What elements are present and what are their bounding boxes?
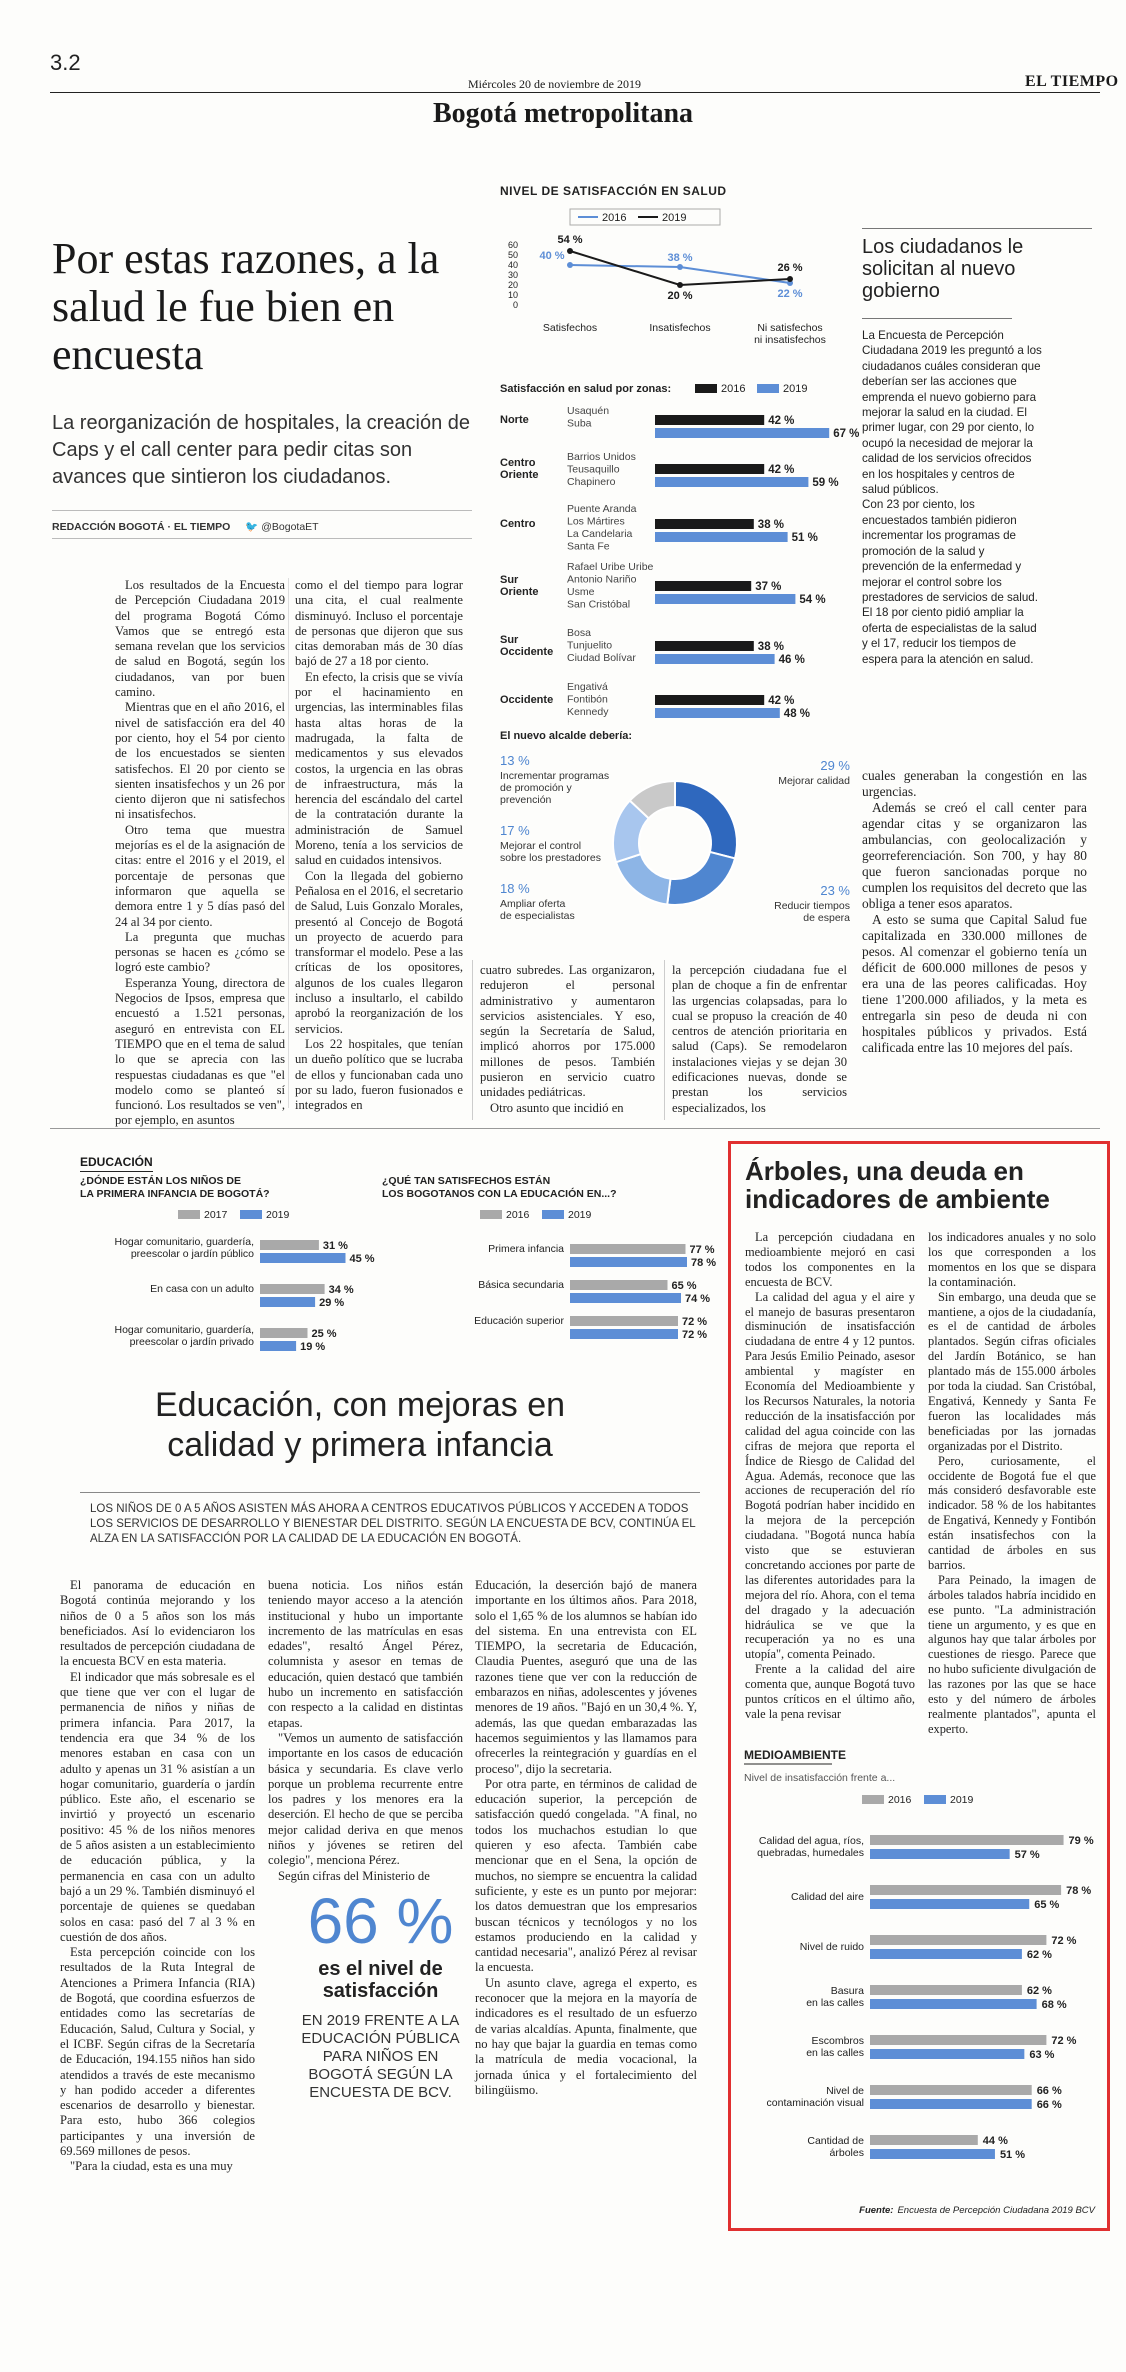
- bar-2019: [870, 2049, 1024, 2059]
- bar-2019: [260, 1297, 315, 1307]
- zone-localidad: Rafael Uribe Uribe: [567, 561, 654, 573]
- bar-2019: [870, 1999, 1037, 2009]
- slice-label: de espera: [803, 912, 850, 924]
- line-chart-axis: [508, 240, 518, 310]
- zones-chart-rows: [500, 405, 859, 720]
- category-label: preescolar o jardín privado: [129, 1336, 254, 1348]
- legend-swatch-2019: [757, 384, 779, 393]
- zone-localidad: Antonio Nariño: [567, 573, 637, 586]
- bar-value-label: 66 %: [1036, 2085, 1062, 2097]
- zone-localidad: Teusaquillo: [567, 463, 620, 476]
- zone-name: Norte: [500, 414, 529, 426]
- bar-2016: [870, 2135, 978, 2145]
- category-label: en las calles: [806, 1997, 864, 2009]
- paragraph: Un asunto clave, agrega el experto, es reconocer que la mejora en la mayoría de indicadores es el resultado de un esfuerzo de varias alcaldías. Apunta, finalmente, que no hay que bajar la guardia en temas como la matrícula de media vocacional, la jornada única y el fortalecimiento del bilingüismo.: [475, 1975, 697, 2097]
- bar-2016: [570, 1280, 668, 1290]
- children-chart-rows: [115, 1236, 375, 1353]
- zone-localidad: San Cristóbal: [567, 598, 631, 611]
- paragraph: Para Peinado, la imagen de árboles talados habría incidido en ese punto. "La administración tiene un argumento, y es que en algunos hay que talar árboles por cuestiones de riesgo. Parece que no hubo suficiente divulgación de las razones por las que se hace esto y del número de árboles realmente plantados", apunta el experto.: [928, 1572, 1096, 1736]
- health-column-4: [672, 963, 847, 1113]
- bar-2016: [870, 1835, 1064, 1845]
- edu-chart-rows: [474, 1243, 716, 1341]
- bar-2019: [260, 1341, 296, 1351]
- category-label: preescolar o jardín público: [130, 1248, 254, 1260]
- health-dek-text: La reorganización de hospitales, la creación de Caps y el call center para pedir citas son avances que sintieron los ciudadanos.: [52, 412, 471, 488]
- bar-value-label: 68 %: [1041, 1999, 1067, 2011]
- slice-label: sobre los prestadores: [500, 852, 601, 864]
- byline-rule-top: [52, 510, 472, 511]
- data-label: 20 %: [667, 290, 693, 302]
- category-label: Nivel de ruido: [799, 1941, 864, 1953]
- donut-chart-title: El nuevo alcalde debería:: [500, 730, 633, 742]
- category-label: árboles: [829, 2147, 864, 2159]
- bar-value-label: 34 %: [328, 1284, 354, 1296]
- column-rule-c: [288, 578, 289, 1108]
- bar-label-2019: 51 %: [791, 532, 818, 544]
- health-column-1: [115, 578, 285, 1128]
- bar-label-2016: 42 %: [768, 695, 795, 707]
- paragraph: Además se creó el call center para agendar citas y se organizaron las ambulancias, con geolocalización y georreferenciación. Son 700, y hay 80 que fueron sancionadas porque no cumplen los requisitos del decreto que las obliga a tener esos aparatos.: [862, 800, 1087, 911]
- zone-localidad: Chapinero: [567, 476, 616, 488]
- paragraph: los indicadores anuales y no solo los que corresponden a los momentos en los que se dispara la contaminación.: [928, 1230, 1096, 1289]
- environment-bar-chart: [742, 1745, 1097, 2220]
- donut-slices: [613, 781, 737, 905]
- education-callout: [298, 1885, 463, 2178]
- bar-label-2016: 38 %: [757, 519, 785, 531]
- zones-chart-title: Satisfacción en salud por zonas:: [500, 383, 672, 395]
- env-chart-source: [859, 2205, 1097, 2216]
- category-label: Basura: [830, 1985, 864, 1997]
- category-label: Hogar comunitario, guardería,: [114, 1236, 254, 1248]
- donut-slice: [667, 852, 735, 905]
- slice-label: Incrementar programas: [500, 770, 610, 782]
- legend-swatch-2016: [695, 384, 717, 393]
- paragraph: "Vemos un aumento de satisfacción importante en los casos de educación básica y secundaria. Es clave verlo porque un problema recurrente entre los padres y los menores era la deserción. El hecho de que se perciba mejor calidad deriva en que menos niños y jóvenes se retiren del colegio", menciona Pérez.: [268, 1730, 463, 1868]
- bar-label-2019: 48 %: [783, 708, 811, 720]
- paragraph: como el del tiempo para lograr una cita, el cual realmente disminuyó. Incluso el porcentaje de personas que dijeron que sus citas demoraban más de 30 días bajó de 27 a 18 por ciento.: [295, 578, 463, 669]
- paragraph: Educación, la deserción bajó de manera importante en los últimos años. Para 2018, solo el 1,65 % de los alumnos se habían ido del sistema. En una entrevista con EL TIEMPO, la secretaria de Educación, Claudia Puentes, aseguró que una de las razones tiene que ver con la reducción de embarazos en niñas, adolescentes y jóvenes menores de 19 años. "Bajó en un 30,4 %. Y, además, las que quedan embarazadas las hacemos seguimientos y las llamamos para ofrecerles la reintegración y guardías en el proceso", dijo la secretaria.: [475, 1578, 697, 1776]
- callout-label: es el nivel de satisfacción: [318, 1958, 443, 2002]
- section-divider: [50, 1128, 1100, 1129]
- byline-rule-bottom: [52, 538, 472, 539]
- paragraph: Otro asunto que incidió en: [490, 1100, 624, 1115]
- education-kicker: EDUCACIÓN: [80, 1155, 153, 1172]
- legend-label: 2019: [266, 1209, 290, 1221]
- bar-2019: [260, 1253, 346, 1263]
- paragraph: Los resultados de la Encuesta de Percepción Ciudadana 2019 del programa Bogotá Cómo Vamos que se entregó esta semana revelan que los servicios de salud en Bogotá, según los ciudadanos, van por buen camino.: [115, 578, 285, 700]
- bar-value-label: 77 %: [689, 1244, 715, 1256]
- children-chart-title-2: LA PRIMERA INFANCIA DE BOGOTÁ?: [80, 1188, 270, 1200]
- environment-column-2: [928, 1230, 1096, 1735]
- paragraph: El panorama de educación en Bogotá continúa mejorando y los niños de 0 a 5 años son los más beneficiados. Así lo evidenciaron los resultados de percepción ciudadana de la encuesta BCV en esta materia.: [60, 1578, 255, 1669]
- category-label: contaminación visual: [766, 2097, 864, 2109]
- edu-chart-title-1: ¿QUÉ TAN SATISFECHOS ESTÁN: [382, 1175, 551, 1187]
- zone-localidad: Tunjuelito: [567, 639, 613, 652]
- bar-label-2016: 42 %: [768, 415, 795, 427]
- bar-value-label: 78 %: [691, 1257, 717, 1269]
- paragraph: Esperanza Young, directora de Negocios de Ipsos, empresa que encuestó a 1.521 personas, aseguró en entrevista con EL TIEMPO que en el tema de salud lo que se aprecia con las respuestas ciudadanas es que "el modelo como se planteó sí funcionó. Los resultados se ven", por ejemplo, en asuntos: [115, 975, 285, 1128]
- bar-2019: [655, 708, 780, 718]
- legend-label: 2017: [204, 1209, 228, 1221]
- paragraph: La percepción ciudadana en medioambiente mejoró en casi todos los componentes en la encuesta de BCV.: [745, 1230, 915, 1289]
- issue-date: [468, 77, 641, 92]
- bar-2019: [655, 594, 795, 604]
- legend-swatch-2016: [480, 1210, 502, 1219]
- bar-2016: [570, 1244, 686, 1254]
- slice-percent: 17 %: [500, 823, 530, 838]
- bar-2017: [260, 1284, 325, 1294]
- zone-localidad: Usme: [567, 586, 595, 598]
- children-bar-chart: [78, 1172, 378, 1372]
- children-chart-title-1: ¿DÓNDE ESTÁN LOS NIÑOS DE: [80, 1175, 242, 1187]
- data-point: [787, 276, 793, 282]
- bar-2019: [655, 477, 808, 487]
- data-label: 40 %: [539, 250, 565, 262]
- education-column-3: [475, 1578, 697, 2178]
- zone-name: Sur: [500, 574, 519, 586]
- bar-value-label: 62 %: [1026, 1985, 1052, 1997]
- data-label: 26 %: [777, 262, 803, 274]
- bar-2017: [260, 1328, 308, 1338]
- data-point: [567, 248, 573, 254]
- paragraph: cuales generaban la congestión en las urgencias.: [862, 768, 1087, 799]
- env-chart-rows: [757, 1835, 1094, 2161]
- health-sidebar: [862, 228, 1092, 748]
- category-label: en las calles: [806, 2047, 864, 2059]
- category-label: Escombros: [811, 2035, 864, 2047]
- sidebar-body: [862, 328, 1042, 667]
- health-column-2: [295, 578, 463, 1113]
- x-tick-label: Ni satisfechos: [757, 322, 823, 334]
- zones-chart-legend: [695, 383, 807, 395]
- donut-slice: [675, 781, 737, 858]
- y-tick-label: 30: [507, 270, 518, 280]
- sidebar-paragraph: Con 23 por ciento, los encuestados también pidieron incrementar los programas de promoción de la salud y prevención de la enfermedad y mejorar el control sobre los prestadores de servicios de salud. El 18 por ciento pidió ampliar la oferta de especialistas de la salud y el 17, reducir los tiempos de espera para la atención en salud.: [862, 498, 1038, 666]
- bar-2019: [870, 1849, 1010, 1859]
- bar-2016: [870, 1985, 1022, 1995]
- paragraph: Frente a la calidad del aire comenta que, aunque Bogotá tuvo puntos críticos en el último año, vale la pena revisar: [745, 1662, 915, 1721]
- bar-2016: [870, 2085, 1032, 2095]
- bar-value-label: 74 %: [685, 1293, 711, 1305]
- donut-slice: [616, 854, 670, 904]
- env-chart-title: MEDIOAMBIENTE: [744, 1748, 846, 1762]
- mayor-donut-chart: [495, 725, 855, 950]
- legend-swatch-2019: [240, 1210, 262, 1219]
- education-dek-rule: [80, 1492, 700, 1493]
- bar-value-label: 44 %: [982, 2135, 1008, 2147]
- bar-value-label: 63 %: [1029, 2049, 1055, 2061]
- bar-2019: [570, 1257, 687, 1267]
- bar-2016: [870, 1935, 1046, 1945]
- zone-name: Centro: [500, 457, 536, 469]
- education-column-1: [60, 1578, 255, 2178]
- category-label: En casa con un adulto: [150, 1283, 254, 1295]
- zone-localidad: Barrios Unidos: [567, 451, 636, 463]
- callout-text: EN 2019 FRENTE A LA EDUCACIÓN PÚBLICA PARA NIÑOS EN BOGOTÁ SEGÚN LA ENCUESTA DE BCV.: [301, 2012, 460, 2101]
- paragraph: Esta percepción coincide con los resultados de la Ruta Integral de Atenciones a Primera Infancia (RIA) de Bogotá, que coordina esfuerzos de entidades como las secretarías de Educación, Salud, Cultura y Social, y el ICBF. Según cifras de la Secretaría de Educación, 194.155 niños han sido atendidos a través de este mecanismo y han podido acceder a diferentes escenarios de desarrollo y bienestar. Para esto, hubo 366 colegios participantes y una inversión de 69.569 millones de pesos.: [60, 1945, 255, 2158]
- category-label: Nivel de: [826, 2085, 864, 2097]
- children-chart-legend: [178, 1209, 290, 1221]
- page-number: 3.2: [50, 50, 81, 75]
- section-title: Bogotá metropolitana: [432, 98, 694, 129]
- legend-label: 2016: [506, 1209, 530, 1221]
- bar-2019: [870, 2149, 995, 2159]
- bar-value-label: 72 %: [1051, 2035, 1077, 2047]
- category-label: Primera infancia: [488, 1243, 564, 1255]
- education-headline: Educación, con mejoras en calidad y primera infancia: [154, 1386, 566, 1464]
- environment-headline: Árboles, una deuda en indicadores de ambiente: [745, 1156, 1050, 1214]
- data-label: 54 %: [557, 234, 583, 246]
- bar-2016: [655, 641, 754, 651]
- health-column-3: [480, 963, 655, 1113]
- bar-2016: [570, 1316, 678, 1326]
- source-label: Fuente:: [859, 2205, 894, 2216]
- zone-localidad: La Candelaria: [567, 528, 633, 540]
- paragraph: "Para la ciudad, esta es una muy: [70, 2159, 233, 2174]
- bar-2019: [655, 654, 775, 664]
- paragraph: Con la llegada del gobierno Peñalosa en el 2016, el secretario de Salud, Luis Gonzalo Morales, presentó al Concejo de Bogotá un proyecto de acuerdo para transformar el modelo. Pese a las críticas de los opositores, algunos de los cuales llegaron incluso a insultarlo, el cabildo aprobó la reorganización de los servicios.: [295, 868, 463, 1036]
- education-dek: LOS NIÑOS DE 0 A 5 AÑOS ASISTEN MÁS AHORA A CENTROS EDUCATIVOS PÚBLICOS Y ACCEDEN A TODOS LOS SERVICIOS DE DESARROLLO Y BIENESTAR DEL DISTRITO. SEGÚN LA ENCUESTA DE BCV, CONTINÚA EL ALZA EN LA SATISFACCIÓN POR LA CALIDAD DE LA EDUCACIÓN EN BOGOTÁ.: [90, 1503, 696, 1545]
- bar-2019: [870, 2099, 1032, 2109]
- slice-label: prevención: [500, 794, 552, 806]
- zone-name: Sur: [500, 634, 519, 646]
- zone-name: Occidente: [500, 694, 554, 706]
- bar-label-2019: 46 %: [778, 654, 805, 666]
- y-tick-label: 20: [507, 280, 518, 290]
- zone-localidad: Ciudad Bolívar: [567, 652, 636, 664]
- line-chart-plot: [539, 234, 825, 346]
- environment-column-1: [745, 1230, 915, 1735]
- paragraph: Los 22 hospitales, que tenían un dueño político que se lucraba de ellos y funcionaban cada uno por su lado, fueron fusionados e integrados en: [295, 1036, 463, 1113]
- zone-localidad: Suba: [567, 417, 592, 430]
- paragraph: En efecto, la crisis que se vivía por el hacinamiento en urgencias, las interminables filas hasta altas horas de la madrugada, la falta de medicamentos y sus elevados costos, la urgencia en las obras de infraestructura, más la herencia del escándalo del cartel de la contratación durante la administración de Samuel Moreno, tenía a los servicios de salud en cuidados intensivos.: [295, 669, 463, 868]
- issue-date-text: Miércoles 20 de noviembre de 2019: [468, 77, 641, 91]
- bar-2016: [655, 519, 754, 529]
- y-tick-label: 50: [507, 250, 518, 260]
- category-label: Calidad del aire: [791, 1891, 864, 1903]
- bar-value-label: 72 %: [1051, 1935, 1077, 1947]
- paragraph: Pero, curiosamente, el occidente de Bogotá fue el que más consideró desfavorable este indicador. 58 % de los habitantes de Engativá, Kennedy y Fontibón están insatisfechos con la cantidad de árboles en sus barrios.: [928, 1453, 1096, 1572]
- education-column-2: [268, 1578, 463, 1883]
- y-tick-label: 40: [507, 260, 518, 270]
- bar-2016: [870, 1885, 1061, 1895]
- zone-name: Centro: [500, 518, 536, 530]
- category-label: Básica secundaria: [478, 1279, 564, 1291]
- data-label: 38 %: [667, 252, 693, 264]
- bar-value-label: 31 %: [322, 1240, 348, 1252]
- bar-label-2019: 54 %: [799, 594, 826, 606]
- bar-2016: [655, 464, 764, 474]
- paragraph: A esto se suma que Capital Salud fue capitalizada en 330.000 millones de pesos. Al comenzar el gobierno tenía un déficit de 600.000 millones de pesos y era una de las peores calificadas. Hoy tiene 1'200.000 afiliados, y la meta es entregarla sin peso de deuda ni con hospitales públicos y privados. Está calificada entre las 10 mejores del país.: [862, 912, 1087, 1055]
- bar-label-2016: 42 %: [768, 464, 795, 476]
- category-label: Hogar comunitario, guardería,: [114, 1324, 254, 1336]
- bar-value-label: 65 %: [1034, 1899, 1060, 1911]
- zone-localidad: Kennedy: [567, 706, 609, 718]
- legend-label-2016: 2016: [602, 212, 627, 224]
- zone-localidad: Fontibón: [567, 693, 608, 706]
- x-tick-label: Satisfechos: [542, 322, 598, 334]
- zone-localidad: Puente Aranda: [567, 503, 637, 515]
- edu-chart-title-2: LOS BOGOTANOS CON LA EDUCACIÓN EN...?: [382, 1188, 617, 1200]
- health-headline: Por estas razones, a la salud le fue bien en encuesta: [52, 234, 440, 379]
- zone-name: Occidente: [500, 646, 554, 658]
- zone-name: Oriente: [500, 586, 539, 598]
- slice-label: Reducir tiempos: [774, 900, 850, 912]
- source-text: Encuesta de Percepción Ciudadana 2019 BCV: [897, 2205, 1095, 2216]
- edu-chart-legend: [480, 1209, 592, 1221]
- paragraph: La pregunta que muchas personas se hacen es ¿cómo se logró este cambio?: [115, 929, 285, 975]
- zone-localidad: Usaquén: [567, 405, 610, 417]
- category-label: Educación superior: [474, 1315, 564, 1327]
- slice-percent: 13 %: [500, 753, 530, 768]
- paragraph: La calidad del agua y el aire y el manejo de basuras presentaron disminución de insatisfacción ciudadana de entre 4 y 12 puntos. Para Jesús Emilio Peinado, asesor ambiental y magíster en Economía del Medioambiente y los Recursos Naturales, la notoria reducción de la insatisfacción por calidad del agua coincide con las cifras de mejora que reporta el Índice de Riesgo de Calidad del Agua. Además, reconoce que las acciones de recuperación del río Bogotá podrían haber incidido en la mejora de la percepción ciudadana. "Bogotá nunca había visto que se estuvieran concretando acciones por parte de las diferentes autoridades para la mejora del río. Ahora, con el tema del dragado y la adecuación hidráulica se ve que la recuperación ya no es una utopía", comenta Peinado.: [745, 1289, 915, 1662]
- bar-value-label: 25 %: [311, 1328, 337, 1340]
- slice-label: Mejorar calidad: [778, 775, 850, 787]
- bar-2019: [570, 1329, 678, 1339]
- slice-percent: 18 %: [500, 881, 530, 896]
- bar-2016: [655, 415, 764, 425]
- line-chart-title: NIVEL DE SATISFACCIÓN EN SALUD: [500, 184, 727, 198]
- sidebar-title: Los ciudadanos le solicitan al nuevo gobierno: [862, 236, 1024, 302]
- bar-label-2019: 67 %: [833, 428, 860, 440]
- slice-percent: 23 %: [820, 883, 850, 898]
- bar-value-label: 79 %: [1068, 1835, 1094, 1847]
- zone-name: Oriente: [500, 469, 539, 481]
- bar-value-label: 19 %: [300, 1341, 326, 1353]
- byline-twitter: @BogotaET: [261, 521, 319, 533]
- column-rule-a: [472, 960, 473, 1120]
- y-tick-label: 0: [512, 300, 518, 310]
- bar-2019: [655, 532, 788, 542]
- legend-swatch-2017: [178, 1210, 200, 1219]
- satisfaction-line-chart: [490, 183, 850, 383]
- bar-value-label: 72 %: [682, 1329, 708, 1341]
- bar-2016: [655, 581, 751, 591]
- legend-label: 2019: [568, 1209, 592, 1221]
- data-point: [567, 262, 573, 268]
- health-dek: [52, 410, 472, 491]
- bar-value-label: 72 %: [682, 1316, 708, 1328]
- bar-value-label: 78 %: [1066, 1885, 1092, 1897]
- legend-label-2019: 2019: [783, 383, 808, 395]
- bar-value-label: 57 %: [1014, 1849, 1040, 1861]
- twitter-icon: 🐦: [245, 521, 259, 533]
- legend-label-2019: 2019: [662, 212, 687, 224]
- bar-value-label: 66 %: [1036, 2099, 1062, 2111]
- paragraph: Otro tema que muestra mejorías es el de la asignación de citas: entre el 2016 y el 2019, el porcentaje de personas que informaron que aquella se demora entre 1 y 5 días pasó del 24 al 34 por ciento.: [115, 822, 285, 929]
- x-tick-label: ni insatisfechos: [754, 334, 826, 346]
- zone-localidad: Los Mártires: [567, 515, 625, 528]
- slice-label: de especialistas: [500, 910, 575, 922]
- bar-2019: [570, 1293, 681, 1303]
- sidebar-paragraph: La Encuesta de Percepción Ciudadana 2019 les preguntó a los ciudadanos cuáles consideran que deberían ser las acciones que emprenda el nuevo gobierno para mejorar la salud en la ciudad. El primer lugar, con 29 por ciento, lo ocupó la necesidad de mejorar la calidad de los servicios ofrecidos en los hospitales y centros de salud públicos.: [862, 329, 1042, 497]
- legend-label-2016: 2016: [721, 383, 746, 395]
- legend-swatch-2019: [542, 1210, 564, 1219]
- paragraph: Según cifras del Ministerio de: [278, 1868, 430, 1883]
- bar-label-2016: 38 %: [757, 641, 785, 653]
- zones-bar-chart: [495, 378, 860, 728]
- slice-percent: 29 %: [820, 758, 850, 773]
- bar-value-label: 29 %: [319, 1297, 345, 1309]
- data-label: 22 %: [777, 288, 803, 300]
- x-tick-label: Insatisfechos: [649, 322, 711, 334]
- bar-label-2016: 37 %: [755, 581, 782, 593]
- bar-value-label: 51 %: [999, 2149, 1026, 2161]
- paragraph: la percepción ciudadana fue el plan de choque a fin de enfrentar las urgencias colapsadas, para lo cual se propuso la creación de 40 centros de atención prioritaria en salud (Caps). Se remodelaron instalaciones viejas y se dejan 30 edificaciones nuevas, donde se prestan los servicios especializados, los: [672, 963, 847, 1115]
- legend-swatch-2019: [924, 1795, 946, 1804]
- zone-localidad: Engativá: [567, 681, 608, 693]
- slice-label: Mejorar el control: [500, 840, 582, 852]
- legend-label: 2016: [888, 1794, 912, 1806]
- zone-localidad: Santa Fe: [567, 540, 610, 553]
- column-rule-b: [664, 960, 665, 1120]
- data-point: [677, 282, 683, 288]
- category-label: quebradas, humedales: [757, 1847, 864, 1859]
- paragraph: cuatro subredes. Las organizaron, redujeron el personal administrativo y aumentaron servicios asistenciales. Y eso, según la Secretaría de Salud, implicó ahorros por 175.000 millones de pesos. También pusieron en servicio cuatro unidades pediátricas.: [480, 963, 655, 1100]
- y-tick-label: 60: [507, 240, 518, 250]
- env-chart-subtitle: Nivel de insatisfacción frente a...: [744, 1772, 896, 1784]
- header-rule: [50, 92, 1100, 93]
- bar-2016: [870, 2035, 1046, 2045]
- slice-label: de promoción y: [500, 782, 572, 794]
- education-satisfaction-chart: [380, 1172, 720, 1372]
- line-chart-legend: [570, 209, 720, 225]
- paragraph: Por otra parte, en términos de calidad de educación superior, la percepción de satisfacción quedó congelada. "A final, no todos los muchachos estudian lo que quieren y eso afecta. También cabe mencionar que en el Sena, la opción de muchos, no siempre se encuentra la calidad suficiente, y este es un punto por mejorar: los datos demuestran que los empresarios buscan técnicos y tecnólogos y no los estamos produciendo en la calidad y cantidad necesaria", analizó Pérez al revisar la encuesta.: [475, 1776, 697, 1975]
- bar-label-2019: 59 %: [812, 477, 839, 489]
- paragraph: buena noticia. Los niños están teniendo mayor acceso a la atención institucional y hubo un importante incremento de las matrículas en esas edades", resaltó Ángel Pérez, columnista y asesor en temas de educación, quien destacó que también hubo un incremento en satisfacción con respecto a la calidad en distintas etapas.: [268, 1578, 463, 1730]
- env-chart-legend: [862, 1794, 974, 1806]
- bar-2017: [260, 1240, 319, 1250]
- y-tick-label: 10: [507, 290, 518, 300]
- callout-number: 66 %: [307, 1885, 454, 1957]
- category-label: Cantidad de: [807, 2135, 864, 2147]
- paragraph: El indicador que más sobresale es el que tiene que ver con el lugar de permanencia de niños y niñas de primera infancia. Para 2017, la tendencia era que 34 % de los menores estaban en casa con un adulto y apenas un 31 % asistían a un hogar comunitario, guardería o jardín público. Este año, el escenario se invirtió y proyectó un escenario positivo: 45 % de los niños menores de 5 años asisten a un establecimiento de educación pública, y la permanencia en casa con un adulto bajó a un 29 %. También disminuyó el porcentaje de quienes se quedaban solos en casa: pasó del 7 al 3 % en cuestión de dos años.: [60, 1669, 255, 1944]
- category-label: Calidad del agua, ríos,: [758, 1835, 864, 1847]
- slice-label: Ampliar oferta: [500, 898, 566, 910]
- zone-localidad: Bosa: [567, 627, 591, 639]
- data-point: [677, 264, 683, 270]
- bar-2019: [870, 1949, 1022, 1959]
- byline: [52, 520, 319, 533]
- bar-2016: [655, 695, 764, 705]
- paragraph: Mientras que en el año 2016, el nivel de satisfacción era del 40 por ciento, hoy el 54 por ciento de los encuestados se sienten satisfechos. El 20 por ciento se sienten insatisfechos y un 26 por ciento dijeron que ni satisfechos ni insatisfechos.: [115, 700, 285, 822]
- bar-2019: [655, 428, 829, 438]
- bar-value-label: 65 %: [671, 1280, 697, 1292]
- health-column-5: [862, 768, 1087, 1113]
- legend-label: 2019: [950, 1794, 974, 1806]
- legend-swatch-2016: [862, 1795, 884, 1804]
- bar-value-label: 45 %: [349, 1253, 375, 1265]
- brand-logo: EL TIEMPO: [1025, 73, 1119, 90]
- bar-value-label: 62 %: [1026, 1949, 1052, 1961]
- byline-author: REDACCIÓN BOGOTÁ · EL TIEMPO: [52, 521, 231, 533]
- paragraph: Sin embargo, una deuda que se mantiene, a ojos de la ciudadanía, es el de cantidad de árboles plantados. Según cifras oficiales del Jardín Botánico, se han plantado más de 155.000 árboles por toda la ciudad. San Cristóbal, Engativá, Kennedy y Santa Fe fueron las localidades más beneficiadas por las jornadas organizadas por el Distrito.: [928, 1289, 1096, 1453]
- bar-2019: [870, 1899, 1029, 1909]
